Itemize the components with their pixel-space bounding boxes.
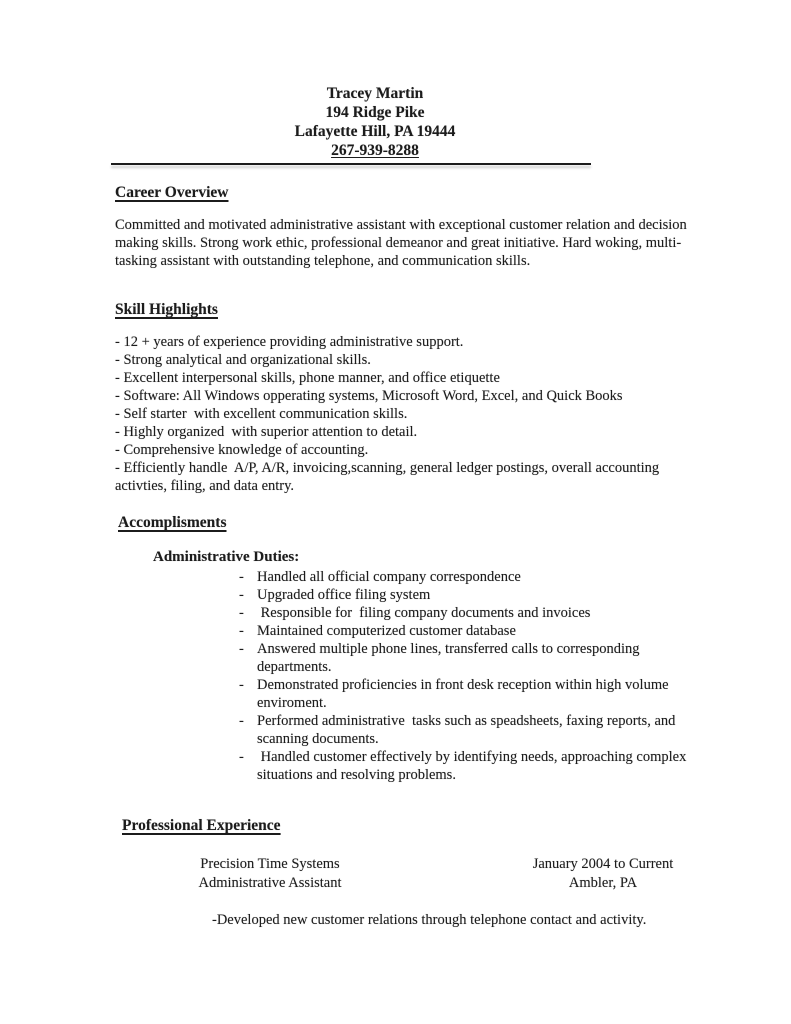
experience-location: Ambler, PA: [568, 875, 638, 891]
accomplishment-text: Answered multiple phone lines, transferred calls to corresponding departments.: [257, 641, 644, 675]
header-divider: [111, 163, 591, 165]
accomplishments-heading: Accomplisments: [118, 514, 227, 531]
accomplishment-item: [239, 586, 691, 604]
bullet-dash: -: [239, 641, 244, 657]
accomplishment-text: Handled all official company correspondence: [257, 569, 521, 585]
accomplishment-text: Maintained computerized customer database: [257, 623, 516, 639]
bullet-dash: -: [239, 569, 244, 585]
experience-dates: January 2004 to Current: [532, 856, 674, 872]
skill-item: - Efficiently handle A/P, A/R, invoicing,scanning, general ledger postings, overall accounting activties, filing, and data entry.: [115, 460, 663, 494]
accomplishments-list: [239, 568, 691, 784]
contact-name: Tracey Martin: [326, 85, 424, 102]
section-accomplishments: [118, 513, 695, 784]
contact-address-line2: Lafayette Hill, PA 19444: [294, 123, 456, 140]
accomplishment-item: [239, 712, 691, 748]
career-overview-heading: Career Overview: [115, 184, 229, 201]
skill-item: - Software: All Windows opperating systems, Microsoft Word, Excel, and Quick Books: [115, 388, 623, 404]
experience-detail: -Developed new customer relations through telephone contact and activity.: [212, 912, 647, 928]
skill-item: - Strong analytical and organizational skills.: [115, 352, 371, 368]
accomplishment-text: Demonstrated proficiencies in front desk reception within high volume enviroment.: [257, 677, 673, 711]
bullet-dash: -: [239, 749, 244, 765]
bullet-dash: -: [239, 587, 244, 603]
skill-item: - Comprehensive knowledge of accounting.: [115, 442, 369, 458]
experience-dates-block: [519, 855, 687, 893]
accomplishment-item: [239, 676, 691, 712]
accomplishment-text: Handled customer effectively by identifying needs, approaching complex situations and resolving problems.: [257, 749, 690, 783]
accomplishment-item: [239, 622, 691, 640]
section-skill-highlights: [115, 300, 695, 495]
skill-item: - Excellent interpersonal skills, phone manner, and office etiquette: [115, 370, 500, 386]
professional-experience-heading: Professional Experience: [122, 817, 281, 834]
bullet-dash: -: [239, 677, 244, 693]
section-professional-experience: [122, 816, 695, 929]
section-career-overview: [115, 183, 695, 270]
accomplishment-text: Upgraded office filing system: [257, 587, 431, 603]
skill-highlights-heading: Skill Highlights: [115, 301, 218, 318]
accomplishment-item: [239, 640, 691, 676]
skill-item: - 12 + years of experience providing administrative support.: [115, 334, 464, 350]
skill-item: - Highly organized with superior attention to detail.: [115, 424, 418, 440]
accomplishment-item: [239, 748, 691, 784]
skill-highlights-list: [115, 333, 690, 495]
contact-address-line1: 194 Ridge Pike: [325, 104, 425, 121]
bullet-dash: -: [239, 605, 244, 621]
career-overview-text: Committed and motivated administrative assistant with exceptional customer relation and decision making skills. Strong work ethic, professional demeanor and great initiative. Hard woking, multi-tasking assistant with outstanding telephone, and communication skills.: [115, 217, 691, 269]
accomplishment-item: [239, 568, 691, 586]
contact-phone: 267-939-8288: [331, 142, 419, 159]
resume-header: [115, 84, 635, 160]
accomplishment-item: [239, 604, 691, 622]
experience-entry: [122, 855, 687, 893]
experience-company-block: [184, 855, 356, 893]
accomplishment-text: Responsible for filing company documents and invoices: [257, 605, 591, 621]
skill-item: - Self starter with excellent communication skills.: [115, 406, 408, 422]
administrative-duties-subheading: Administrative Duties:: [153, 549, 300, 565]
bullet-dash: -: [239, 623, 244, 639]
experience-title: Administrative Assistant: [198, 875, 342, 891]
accomplishment-text: Performed administrative tasks such as speadsheets, faxing reports, and scanning documents.: [257, 713, 680, 747]
experience-company: Precision Time Systems: [200, 856, 340, 872]
bullet-dash: -: [239, 713, 244, 729]
